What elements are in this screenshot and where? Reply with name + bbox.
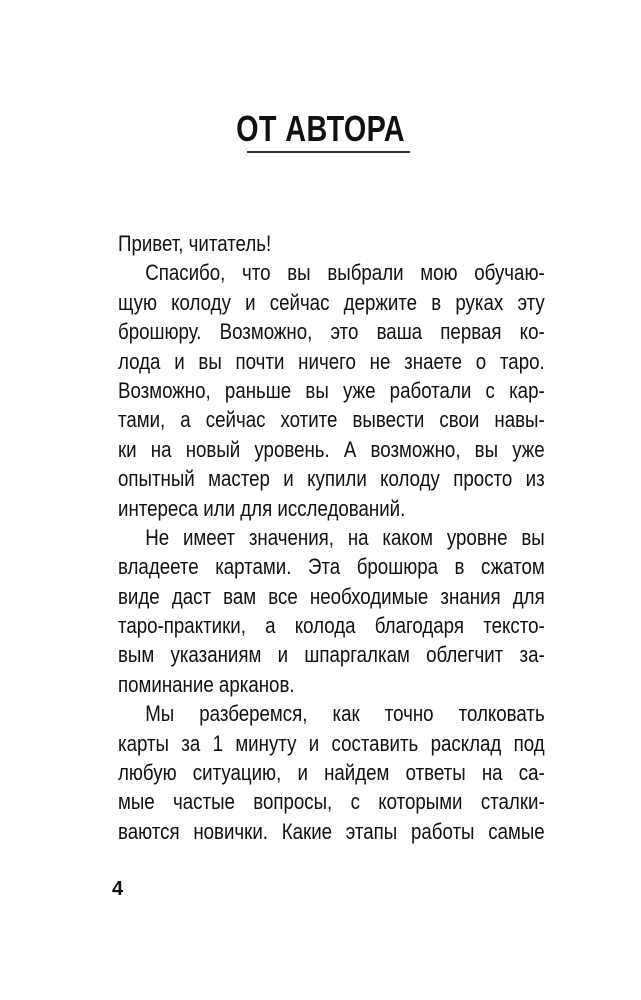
- text-line: Возможно, раньше вы уже работали с кар-: [118, 377, 545, 403]
- text-line: любую ситуацию, и найдем ответы на са-: [118, 760, 545, 786]
- chapter-title: [0, 108, 641, 150]
- text-line: Мы разберемся, как точно толковать: [145, 701, 545, 727]
- text-line: карты за 1 минуту и составить расклад под: [118, 730, 545, 756]
- text-line: вым указаниям и шпаргалкам облегчит за-: [118, 642, 545, 668]
- text-line: Спасибо, что вы выбрали мою обучаю-: [145, 260, 545, 286]
- text-line: виде даст вам все необходимые знания для: [118, 583, 545, 609]
- text-line: опытный мастер и купили колоду просто из: [118, 466, 545, 492]
- text-line: щую колоду и сейчас держите в руках эту: [118, 289, 545, 315]
- text-line: владеете картами. Эта брошюра в сжатом: [118, 554, 545, 580]
- text-line: брошюру. Возможно, это ваша первая ко-: [118, 319, 545, 345]
- text-line: поминание арканов.: [118, 671, 295, 697]
- text-line: мые частые вопросы, с которыми сталки-: [118, 789, 545, 815]
- text-line: Привет, читатель!: [118, 231, 272, 256]
- chapter-title-text: ОТ АВТОРА: [236, 108, 405, 149]
- body-text: [118, 229, 545, 846]
- text-line: интереса или для исследований.: [118, 495, 406, 521]
- text-line: ки на новый уровень. А возможно, вы уже: [118, 436, 545, 462]
- text-line: Не имеет значения, на каком уровне вы: [145, 524, 545, 550]
- text-line: тами, а сейчас хотите вывести свои навы-: [118, 407, 545, 433]
- page-number: 4: [112, 878, 124, 900]
- text-line: таро-практики, а колода благодаря тексто-: [118, 613, 545, 639]
- text-line: ваются новички. Какие этапы работы самые: [118, 818, 545, 844]
- text-line: лода и вы почти ничего не знаете о таро.: [118, 348, 545, 374]
- title-underline: [247, 151, 410, 153]
